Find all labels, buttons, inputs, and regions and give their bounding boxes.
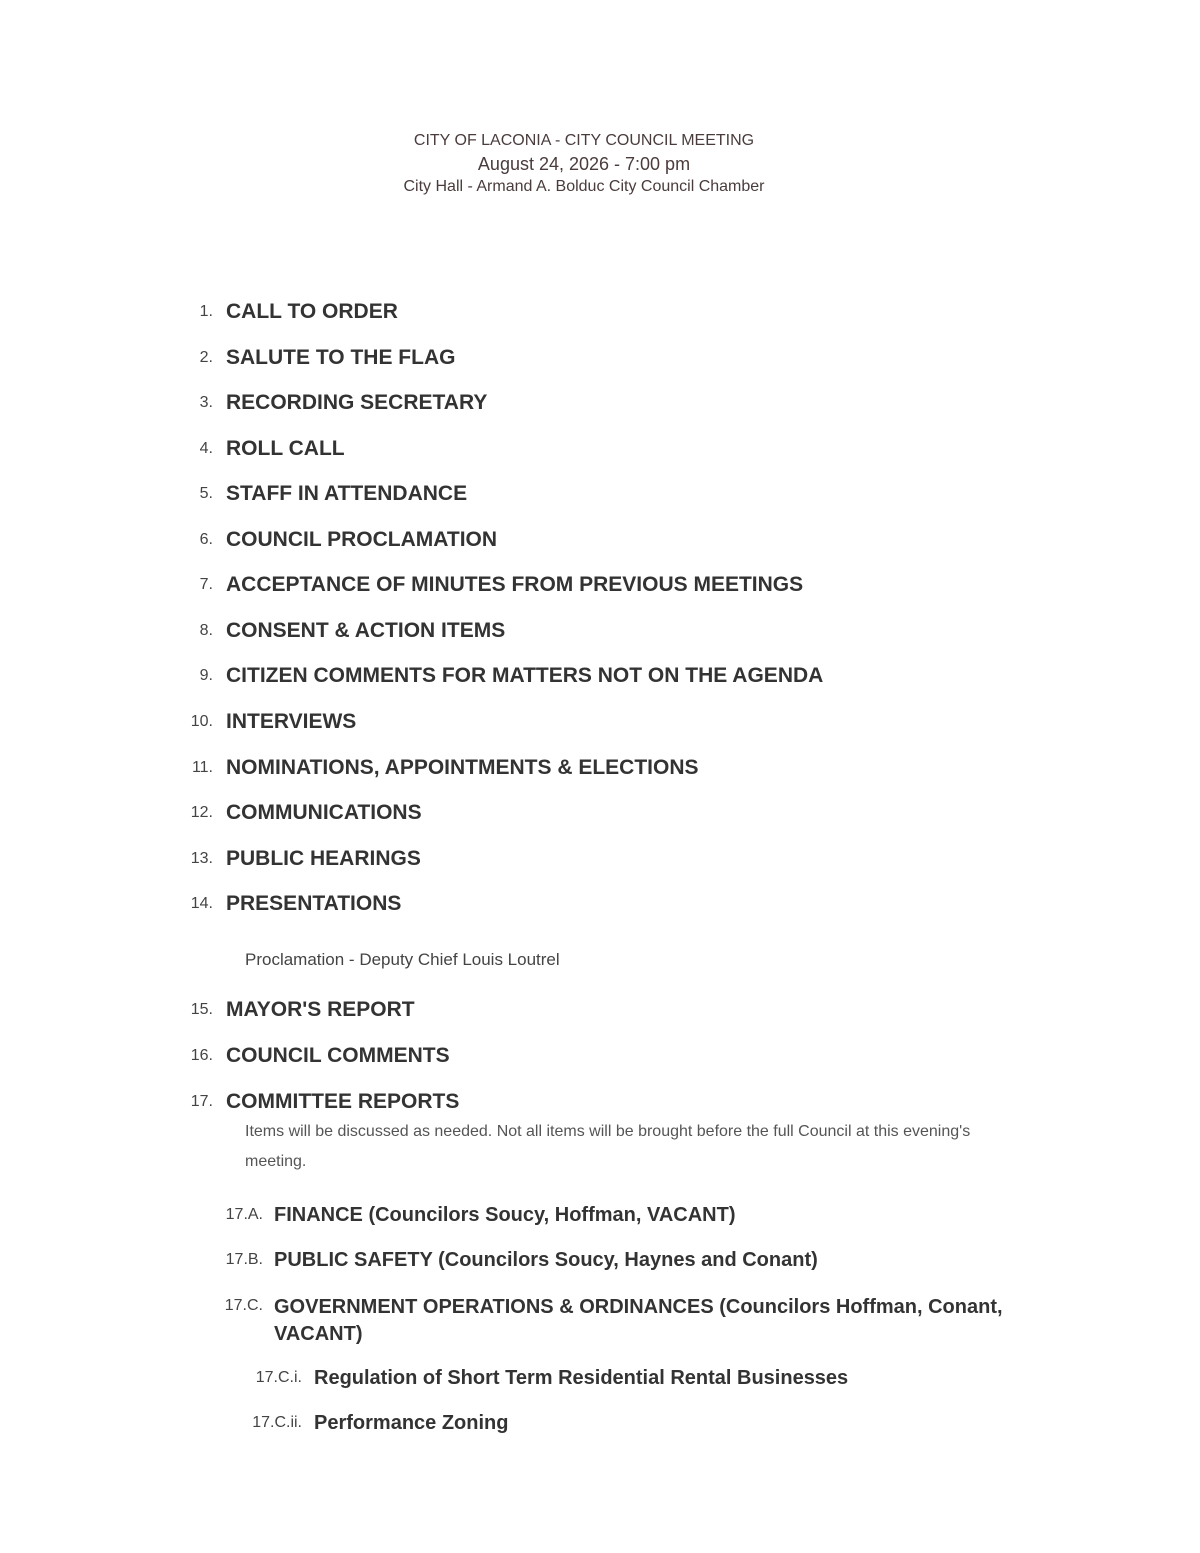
- agenda-item-number: 3.: [199, 394, 213, 411]
- agenda-subsubitem-title: Performance Zoning: [314, 1412, 509, 1434]
- agenda-item-number: 12.: [190, 804, 213, 821]
- agenda-item-title: PRESENTATIONS: [226, 892, 402, 915]
- document-header: [0, 130, 1168, 198]
- agenda-item-number: 13.: [190, 850, 213, 867]
- meeting-location: City Hall - Armand A. Bolduc City Council Chamber: [403, 178, 765, 195]
- agenda-item-title: RECORDING SECRETARY: [226, 391, 488, 414]
- agenda-item-title: ACCEPTANCE OF MINUTES FROM PREVIOUS MEETINGS: [226, 573, 804, 596]
- agenda-subsubitem-number: 17.C.ii.: [252, 1414, 302, 1431]
- agenda-item-number: 6.: [199, 531, 213, 548]
- meeting-date: August 24, 2026 - 7:00 pm: [477, 154, 691, 174]
- agenda-item-title: STAFF IN ATTENDANCE: [226, 482, 468, 505]
- agenda-subsubitem-number: 17.C.i.: [255, 1369, 302, 1386]
- agenda-item-title: COUNCIL PROCLAMATION: [226, 528, 498, 551]
- agenda-item-number: 10.: [190, 713, 213, 730]
- agenda-item-title: CITIZEN COMMENTS FOR MATTERS NOT ON THE AGENDA: [226, 664, 824, 687]
- agenda-item-title: PUBLIC HEARINGS: [226, 847, 421, 870]
- agenda-item-title: COMMITTEE REPORTS: [226, 1090, 460, 1113]
- agenda-item-title: COMMUNICATIONS: [226, 801, 422, 824]
- agenda-item-number: 15.: [190, 1001, 213, 1018]
- agenda-item-number: 2.: [199, 349, 213, 366]
- agenda-subitem-number: 17.C.: [224, 1297, 263, 1314]
- agenda-item-number: 11.: [191, 759, 213, 776]
- agenda-subitem-title: PUBLIC SAFETY (Councilors Soucy, Haynes and Conant): [274, 1249, 818, 1271]
- agenda-item-number: 8.: [199, 622, 213, 639]
- committee-note: Items will be discussed as needed. Not all items will be brought before the full Council at this evening's meeting.: [245, 1123, 971, 1170]
- agenda-item-title: ROLL CALL: [226, 437, 345, 460]
- agenda-subitem-number: 17.A.: [225, 1206, 263, 1223]
- agenda-item-number: 14.: [190, 895, 213, 912]
- agenda-item-title: COUNCIL COMMENTS: [226, 1044, 450, 1067]
- agenda-item-title: SALUTE TO THE FLAG: [226, 346, 456, 369]
- agenda-subitem-number: 17.B.: [225, 1251, 263, 1268]
- meeting-title: CITY OF LACONIA - CITY COUNCIL MEETING: [413, 132, 755, 149]
- agenda-item-title: NOMINATIONS, APPOINTMENTS & ELECTIONS: [226, 756, 699, 779]
- agenda-subitem-title: GOVERNMENT OPERATIONS & ORDINANCES (Councilors Hoffman, Conant, VACANT): [274, 1296, 1003, 1345]
- agenda-item-number: 17.: [190, 1093, 213, 1110]
- agenda-item-number: 16.: [190, 1047, 213, 1064]
- agenda-item-number: 4.: [199, 440, 213, 457]
- agenda-item-title: MAYOR'S REPORT: [226, 998, 415, 1021]
- agenda-subsubitem-title: Regulation of Short Term Residential Rental Businesses: [314, 1367, 849, 1389]
- presentation-note: Proclamation - Deputy Chief Louis Loutrel: [245, 950, 560, 969]
- agenda-item-number: 7.: [199, 576, 213, 593]
- agenda-item-title: CALL TO ORDER: [226, 300, 398, 323]
- agenda-item-title: INTERVIEWS: [226, 710, 357, 733]
- agenda-item-title: CONSENT & ACTION ITEMS: [226, 619, 506, 642]
- agenda-item-number: 1.: [199, 303, 213, 320]
- agenda-item-number: 9.: [199, 667, 213, 684]
- agenda-item-number: 5.: [199, 485, 213, 502]
- agenda-subitem-title: FINANCE (Councilors Soucy, Hoffman, VACANT): [274, 1204, 736, 1226]
